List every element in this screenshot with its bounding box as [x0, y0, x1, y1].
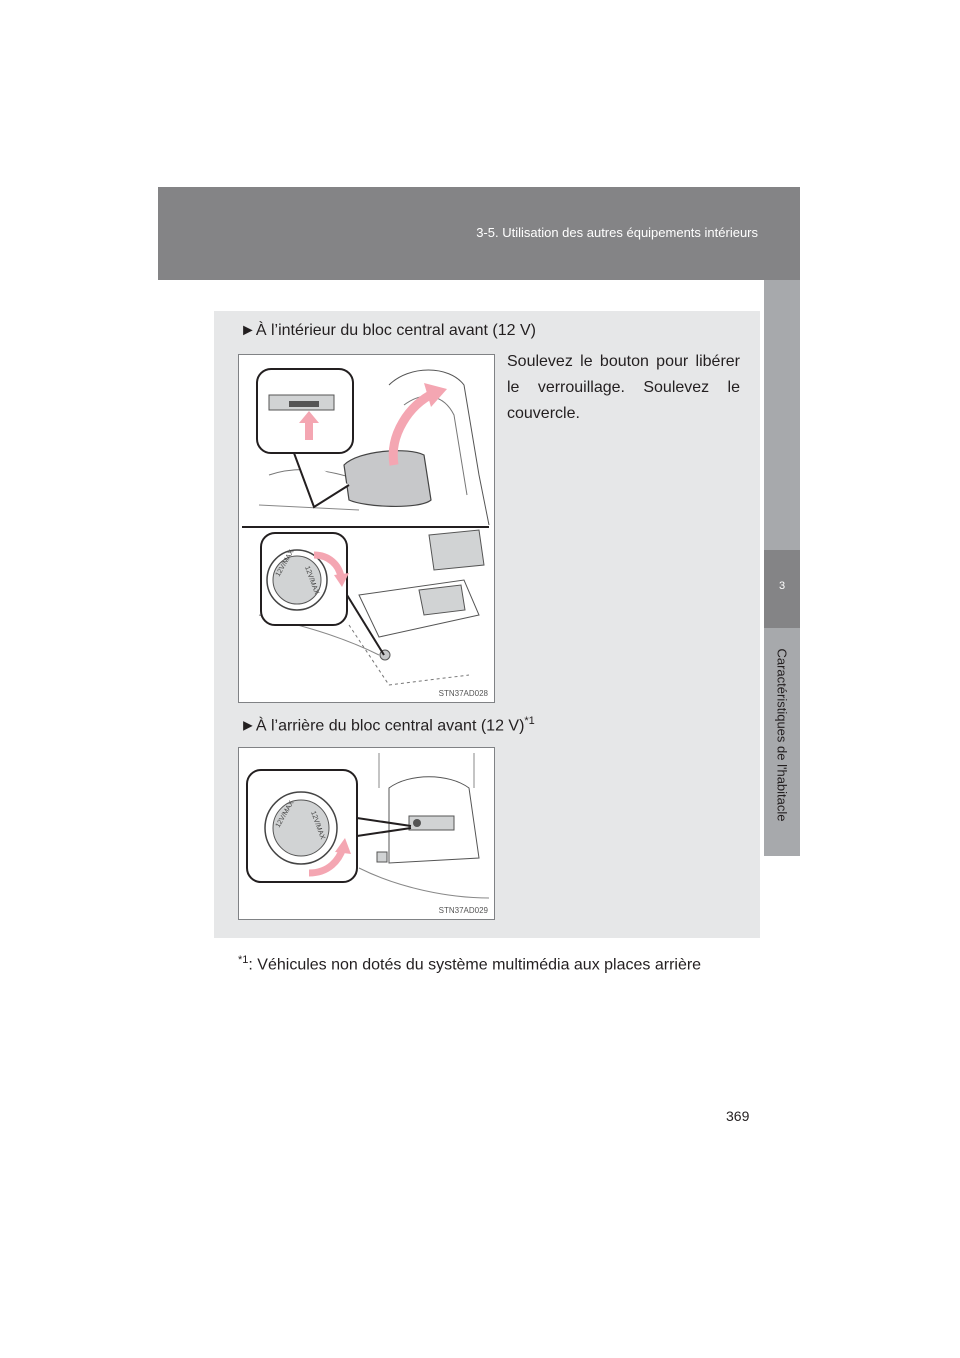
bullet-2-note-ref: *1 — [524, 715, 535, 727]
chapter-tab — [764, 550, 800, 628]
svg-text:12V/MAX: 12V/MAX — [274, 548, 296, 578]
chapter-label: Caractéristiques de l'habitacle — [774, 648, 790, 822]
figure-1-code: STN37AD028 — [438, 689, 488, 698]
bullet-front-console-inside: ►À l’intérieur du bloc central avant (12 V) — [240, 322, 536, 339]
bullet-front-console-rear — [240, 715, 535, 735]
side-strip-top — [764, 280, 800, 550]
figure-2-code: STN37AD029 — [438, 906, 488, 915]
instruction-text: Soulevez le bouton pour libérer le verrouillage. Soulevez le couvercle. — [507, 353, 740, 422]
bullet-2-text: ►À l’arrière du bloc central avant (12 V) — [240, 717, 525, 735]
console-rear-illustration — [239, 748, 494, 919]
console-inside-illustration — [239, 355, 494, 702]
footnote-text: : Véhicules non dotés du système multimédia aux places arrière — [248, 956, 702, 974]
figure-console-inside — [238, 354, 495, 703]
svg-text:12V/MAX: 12V/MAX — [274, 799, 296, 829]
footnote-marker: *1 — [238, 954, 249, 966]
svg-text:12V/MAX: 12V/MAX — [309, 810, 326, 841]
chapter-number: 3 — [778, 580, 786, 592]
footnote — [238, 954, 701, 974]
svg-text:12V/MAX: 12V/MAX — [303, 565, 320, 596]
page-number: 369 — [726, 1108, 750, 1124]
section-header — [158, 187, 800, 280]
section-title: 3-5. Utilisation des autres équipements intérieurs — [476, 225, 758, 240]
figure-console-rear — [238, 747, 495, 920]
